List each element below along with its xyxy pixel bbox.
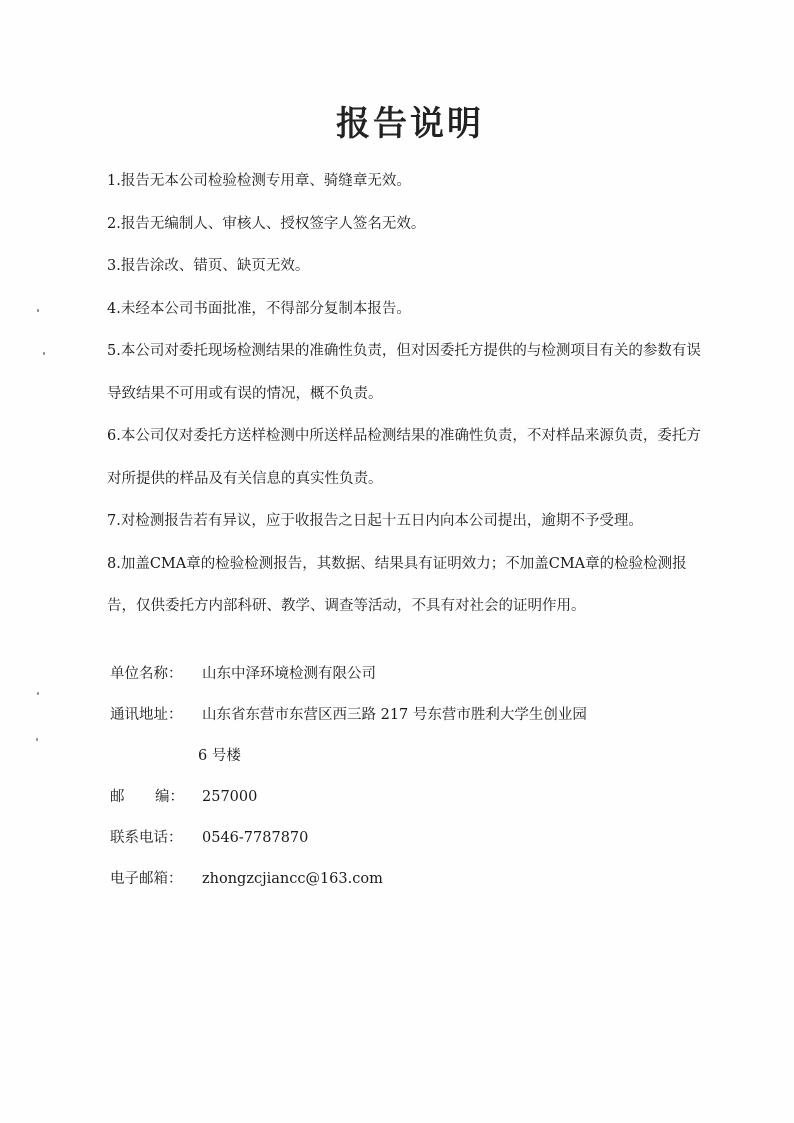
email-label: 电子邮箱： [110,871,183,887]
address-label: 通讯地址： [110,707,183,723]
email-row [110,859,670,900]
scan-speck [37,309,39,312]
company-name-row [110,654,670,695]
postcode-label [110,777,184,818]
note-item-8: 8.加盖CMA章的检验检测报告，其数据、结果具有证明效力；不加盖CMA章的检验检测报告，仅供委托方内部科研、教学、调查等活动，不具有对社会的证明作用。 [107,555,687,614]
company-info-block [110,654,670,900]
note-item-3: 3.报告涂改、错页、缺页无效。 [107,258,310,274]
note-item-7: 7.对检测报告若有异议，应于收报告之日起十五日内向本公司提出，逾期不予受理。 [107,513,643,529]
note-item-4: 4.未经本公司书面批准，不得部分复制本报告。 [107,300,411,317]
address-value: 山东省东营市东营区西三路 217 号东营市胜利大学生创业园 [202,707,587,723]
page-title: 报告说明 [336,104,484,144]
phone-label: 联系电话： [110,830,183,846]
address-row [110,695,670,736]
report-notes-list [107,160,707,628]
email-value: zhongzcjiancc@163.com [202,871,383,887]
note-item-1: 1.报告无本公司检验检测专用章、骑缝章无效。 [107,173,411,189]
note-item-5: 5.本公司对委托现场检测结果的准确性负责，但对因委托方提供的与检测项目有关的参数有误导致结果不可用或有误的情况，概不负责。 [107,343,701,402]
phone-value: 0546-7787870 [202,830,309,846]
postcode-row [110,777,670,818]
postcode-value: 257000 [202,789,258,805]
postcode-label-part-1: 邮 [110,789,125,805]
phone-row [110,818,670,859]
scan-speck [36,738,38,741]
company-name-label: 单位名称： [110,666,183,682]
note-item-2: 2.报告无编制人、审核人、授权签字人签名无效。 [107,215,426,232]
scan-speck [43,352,45,355]
company-name-value: 山东中泽环境检测有限公司 [202,666,376,682]
address-value-line2: 6 号楼 [198,748,241,764]
scan-speck [37,692,39,695]
postcode-label-part-2: 编： [155,789,184,805]
note-item-6: 6.本公司仅对委托方送样检测中所送样品检测结果的准确性负责，不对样品来源负责，委托方对所提供的样品及有关信息的真实性负责。 [107,428,701,487]
address-continuation-row [110,736,670,777]
